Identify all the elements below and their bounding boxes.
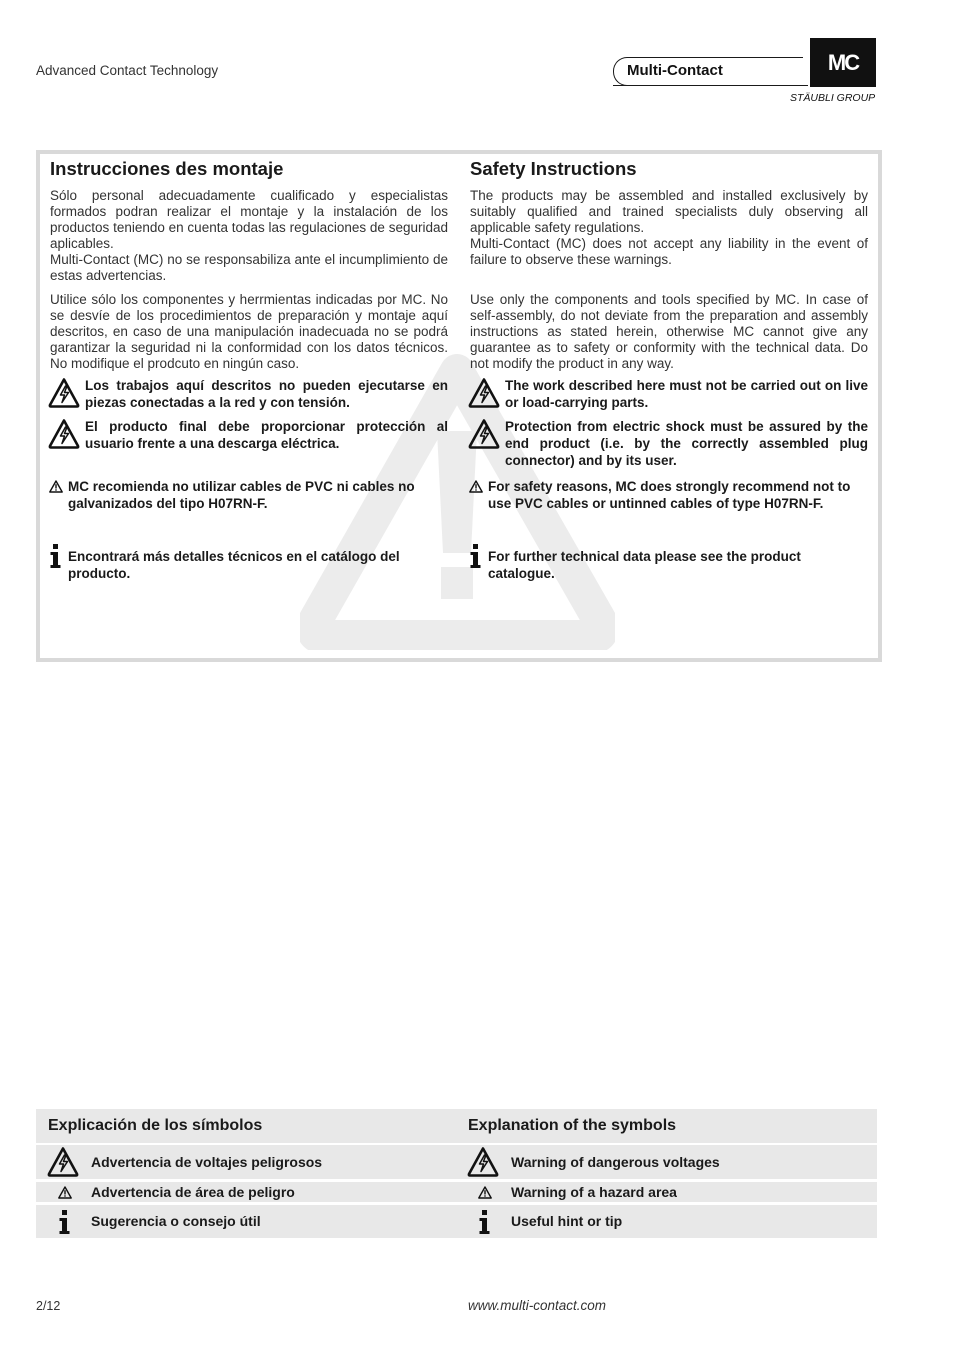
symbol-label-voltage-es: Advertencia de voltajes peligrosos bbox=[91, 1154, 323, 1170]
info-icon bbox=[58, 1210, 71, 1234]
hint-text: For further technical data please see the product catalogue. bbox=[488, 549, 801, 581]
hazard-icon bbox=[49, 480, 63, 493]
brand-name: Multi-Contact bbox=[627, 62, 723, 79]
spanish-voltage-warning-1 bbox=[48, 377, 448, 411]
spanish-para-3: Utilice sólo los componentes y herrmientas indicadas por MC. No se desvíe de los procedimientos de preparación y montaje aquí descritos, en caso de una manipulación inadecuada no se podrá garantizar la seguridad ni la conformidad con los datos técnicos. No modifique el prodcuto en ningún caso. bbox=[50, 292, 448, 371]
voltage-warning-icon bbox=[47, 1146, 79, 1178]
voltage-warning-icon bbox=[48, 377, 80, 409]
symbol-label-voltage-en: Warning of dangerous voltages bbox=[511, 1154, 720, 1170]
spanish-para-1: Sólo personal adecuadamente cualificado y especialistas formados podran realizar el montaje y la instalación de los productos teniendo en cuenta todas las regulaciones de seguridad aplicables. bbox=[50, 188, 448, 251]
hazard-icon bbox=[469, 480, 483, 493]
symbols-row-voltage bbox=[36, 1145, 877, 1179]
english-voltage-warning-1 bbox=[468, 377, 868, 411]
english-voltage-warning-2 bbox=[468, 418, 868, 469]
spanish-voltage-warning-2 bbox=[48, 418, 448, 452]
symbols-title-es: Explicación de los símbolos bbox=[48, 1117, 263, 1134]
voltage-warning-icon bbox=[467, 1146, 499, 1178]
hazard-text: For safety reasons, MC does strongly recommend not to use PVC cables or untinned cables of type H07RN-F. bbox=[488, 479, 851, 511]
symbols-row-hazard bbox=[36, 1182, 877, 1202]
hint-text: Encontrará más detalles técnicos en el catálogo del producto. bbox=[68, 549, 400, 581]
mc-logo: MC bbox=[810, 38, 876, 87]
symbol-label-hint-en: Useful hint or tip bbox=[511, 1213, 623, 1229]
symbols-title-en: Explanation of the symbols bbox=[468, 1117, 677, 1134]
english-column bbox=[470, 158, 868, 372]
header-tagline: Advanced Contact Technology bbox=[36, 63, 219, 78]
spanish-column bbox=[50, 158, 448, 372]
spanish-hazard-warning bbox=[49, 478, 439, 512]
logo-frame-bottom bbox=[613, 85, 808, 86]
symbols-row-hint bbox=[36, 1205, 877, 1238]
info-icon bbox=[469, 544, 482, 568]
spanish-para-2: Multi-Contact (MC) no se responsabiliza ante el incumplimiento de estas advertencias. bbox=[50, 252, 448, 283]
hazard-icon bbox=[58, 1186, 72, 1199]
info-icon bbox=[49, 544, 62, 568]
english-para-3: Use only the components and tools specified by MC. In case of self-assembly, do not deviate from the preparation and assembly instructions as stated herein, otherwise MC cannot give any guarantee as to safety or conformity with the technical data. Do not modify the product in any way. bbox=[470, 292, 868, 371]
website-link[interactable]: www.multi-contact.com bbox=[468, 1298, 607, 1313]
symbol-label-hazard-es: Advertencia de área de peligro bbox=[91, 1184, 295, 1200]
warning-text: Protection from electric shock must be assured by the end product (i.e. by the correctly assembled plug connector) and by its user. bbox=[505, 419, 868, 468]
page-number: 2/12 bbox=[36, 1299, 61, 1313]
english-hint bbox=[469, 548, 854, 582]
symbol-label-hint-es: Sugerencia o consejo útil bbox=[91, 1213, 261, 1229]
spanish-hint bbox=[49, 548, 439, 582]
group-name: STÄUBLI GROUP bbox=[790, 92, 876, 104]
info-icon bbox=[478, 1210, 491, 1234]
symbols-header-row bbox=[36, 1109, 877, 1143]
warning-text: The work described here must not be carried out on live or load-carrying parts. bbox=[505, 378, 868, 410]
english-para-2: Multi-Contact (MC) does not accept any liability in the event of failure to observe these warnings. bbox=[470, 236, 868, 267]
warning-text: El producto final debe proporcionar protección al usuario frente a una descarga eléctrica. bbox=[85, 419, 448, 451]
hazard-text: MC recomienda no utilizar cables de PVC ni cables no galvanizados del tipo H07RN-F. bbox=[68, 479, 415, 511]
symbol-label-hazard-en: Warning of a hazard area bbox=[511, 1184, 677, 1200]
english-title: Safety Instructions bbox=[470, 158, 637, 179]
spanish-title: Instrucciones des montaje bbox=[50, 158, 284, 179]
english-hazard-warning bbox=[469, 478, 854, 512]
english-para-1: The products may be assembled and installed exclusively by suitably qualified and trained specialists duly observing all applicable safety regulations. bbox=[470, 188, 868, 235]
voltage-warning-icon bbox=[48, 418, 80, 450]
warning-text: Los trabajos aquí descritos no pueden ejecutarse en piezas conectadas a la red y con tensión. bbox=[85, 378, 448, 410]
hazard-icon bbox=[478, 1186, 492, 1199]
voltage-warning-icon bbox=[468, 418, 500, 450]
voltage-warning-icon bbox=[468, 377, 500, 409]
